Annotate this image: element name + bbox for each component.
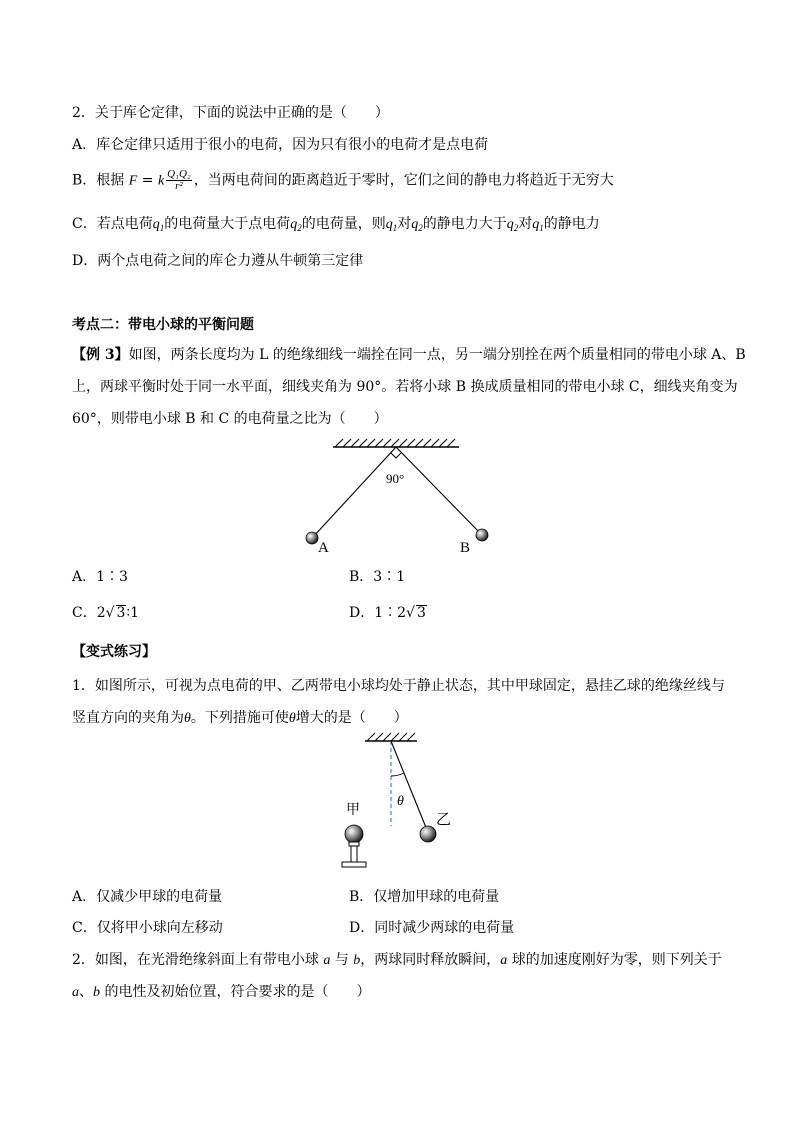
- example3-option-d: [349, 604, 427, 622]
- example3-line1-text: 如图，两条长度均为 L 的绝缘细线一端拴在同一点，另一端分别拴在两个质量相同的带电小球 A、B: [128, 347, 746, 363]
- example3-line1: [72, 346, 746, 364]
- q-sub: 2: [418, 223, 423, 233]
- q2-option-a: A．库仑定律只适用于很小的电荷，因为只有很小的电荷才是点电荷: [72, 137, 489, 153]
- angle-label: 90°: [386, 471, 405, 486]
- q1-option-d: D．同时减少两球的电荷量: [349, 920, 515, 936]
- theta-arc: [391, 773, 404, 776]
- q-sub: 1: [392, 223, 398, 233]
- q2-option-b: [72, 169, 614, 192]
- q2-c-text-4: 对: [518, 216, 533, 232]
- sqrt-radicand: 3: [416, 605, 426, 621]
- opt-c-pre: C．2: [72, 605, 106, 621]
- pendulum-figure-jia-yi: [330, 730, 470, 880]
- right-angle-mark: [391, 453, 401, 458]
- q1-line2-post: 增大的是（ ）: [295, 710, 408, 726]
- formula-k: k: [157, 173, 165, 189]
- q2-stem: 2．关于库仑定律，下面的说法中正确的是（ ）: [72, 105, 389, 121]
- q2-option-b-post: ，当两电荷间的距离趋近于零时，它们之间的静电力将趋近于无穷大: [193, 172, 614, 189]
- var-b: b: [353, 953, 361, 968]
- opt-d-pre: D．1∶2: [349, 605, 407, 621]
- var-a: a: [323, 953, 331, 968]
- q-var: q: [532, 217, 540, 232]
- example-tag: 【例 3】: [72, 347, 129, 363]
- q2-c-text-2: 的电荷量大于点电荷: [164, 216, 291, 232]
- q1-option-b: B．仅增加甲球的电荷量: [349, 889, 500, 905]
- q2-option-c: [72, 215, 600, 237]
- var-b: b: [93, 985, 100, 1000]
- sqrt-radicand: 3: [116, 605, 126, 621]
- theta-symbol: θ: [184, 711, 191, 726]
- q2-line1-mid: ，两球同时释放瞬间，: [360, 952, 501, 968]
- practice-q1-line1: 1．如图所示，可视为点电荷的甲、乙两带电小球均处于静止状态，其中甲球固定，悬挂乙球的绝缘丝线与: [72, 678, 725, 694]
- q-var: q: [506, 217, 514, 232]
- theta-symbol: θ: [288, 711, 296, 726]
- q1-option-c: C．仅将甲小球向左移动: [72, 920, 223, 936]
- q-sub: 1: [159, 223, 165, 233]
- example3-option-a: A．1∶3: [72, 569, 128, 585]
- q-var: q: [290, 217, 298, 232]
- theta-label: θ: [397, 794, 404, 809]
- formula-f: F: [128, 173, 138, 189]
- label-a: A: [318, 540, 329, 556]
- q2-c-text-5: 的静电力大于: [422, 216, 507, 232]
- practice-q2-line2: [72, 983, 370, 1002]
- label-yi: 乙: [436, 812, 452, 828]
- ball-jia: [345, 825, 363, 843]
- q-var: q: [152, 217, 160, 232]
- formula-denominator: r²: [175, 180, 183, 192]
- label-b: B: [460, 540, 471, 556]
- thread-yi: [391, 741, 427, 830]
- q-var: q: [385, 217, 393, 232]
- ceiling-hatch: [335, 439, 455, 447]
- q2-c-text-1: C．若点电荷: [72, 216, 153, 232]
- q1-line2-mid: 。下列措施可使: [190, 710, 289, 726]
- sqrt-sign: √: [406, 605, 415, 621]
- q2-option-b-pre: B．根据: [72, 172, 129, 189]
- section-heading: 考点二：带电小球的平衡问题: [72, 317, 254, 333]
- q2-sep: 、: [79, 984, 93, 1000]
- sqrt-sign: √: [105, 605, 115, 621]
- ball-yi: [420, 826, 436, 842]
- q2-and: 与: [330, 952, 354, 968]
- q2-line2-post: 的电性及初始位置，符合要求的是（ ）: [100, 984, 371, 1000]
- q2-line1-pre: 2．如图，在光滑绝缘斜面上有带电小球: [72, 952, 324, 968]
- example3-line2: 上，两球平衡时处于同一水平面，细线夹角为 90°。若将小球 B 换成质量相同的带电小球 C，细线夹角变为: [72, 379, 738, 395]
- q-sub: 1: [539, 223, 544, 233]
- formula-eq: =: [137, 172, 158, 189]
- example3-line3: 60°，则带电小球 B 和 C 的电荷量之比为（ ）: [72, 411, 388, 427]
- ball-b: [476, 529, 488, 541]
- var-a: a: [72, 985, 79, 1000]
- q1-line2-pre: 竖直方向的夹角为: [72, 710, 184, 726]
- example3-option-b: B．3∶1: [349, 569, 406, 585]
- ball-a: [306, 532, 318, 544]
- q2-line1-post: 球的加速度刚好为零，则下列关于: [507, 952, 722, 968]
- ceiling-hatch: [367, 733, 415, 741]
- q2-c-text-6: 的静电力: [543, 216, 600, 232]
- q-sub: 2: [513, 223, 519, 233]
- practice-heading: 【变式练习】: [72, 644, 156, 660]
- q-sub: 2: [297, 223, 302, 233]
- q2-option-d: D．两个点电荷之间的库仑力遵从牛顿第三定律: [72, 253, 364, 269]
- var-a: a: [500, 953, 508, 968]
- stand-pillar: [351, 846, 357, 862]
- q2-c-text-3: 的电荷量，则: [301, 216, 386, 232]
- practice-q1-line2: [72, 709, 408, 728]
- stand-cap: [349, 842, 359, 846]
- thread-a: [313, 447, 396, 537]
- formula-fraction: [166, 169, 192, 192]
- example3-option-c: [72, 604, 139, 622]
- opt-c-post: ∶1: [126, 605, 140, 621]
- q1-option-a: A．仅减少甲球的电荷量: [72, 889, 223, 905]
- thread-b: [396, 447, 481, 534]
- pendulum-figure-ab: [300, 436, 500, 558]
- q2-c-text-4: 对: [397, 216, 412, 232]
- practice-q2-line1: [72, 951, 722, 970]
- label-jia: 甲: [346, 803, 360, 818]
- stand-base: [342, 862, 366, 867]
- q-var: q: [411, 217, 419, 232]
- formula-numerator: Q₁Q₂: [167, 168, 191, 180]
